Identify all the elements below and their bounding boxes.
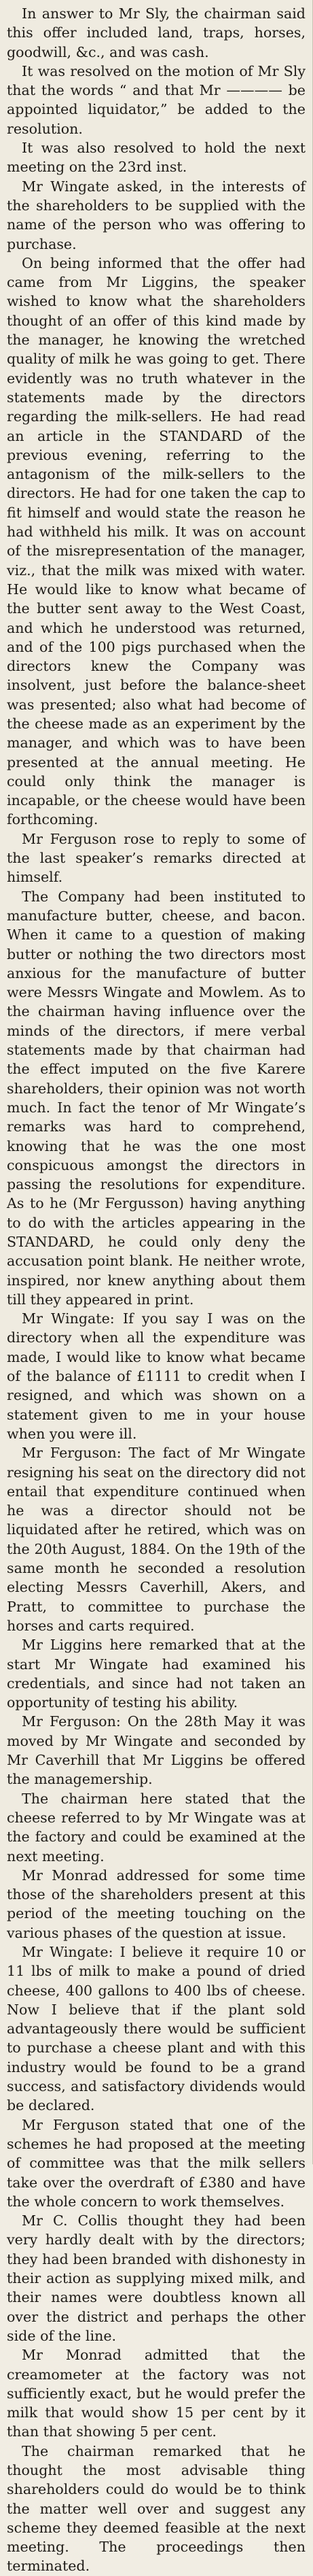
article-paragraph: Mr Wingate: If you say I was on the directory when all the expenditure was made, I would like to know what became of the balance of £1111 to credit when I resigned, and which was shown on a statement given to me in your house when you were ill.	[7, 1310, 306, 1442]
article-paragraph: In answer to Mr Sly, the chairman said this offer included land, traps, horses, goodwill, &c., and was cash.	[7, 5, 306, 60]
article-paragraph: It was resolved on the motion of Mr Sly that the words “ and that Mr ———— be appointed liquidator,” be added to the resolution.	[7, 62, 306, 137]
article-paragraph: Mr Monrad admitted that the creamometer at the factory was not sufficiently exact, but he would prefer the milk that would show 15 per cent by it than that showing 5 per cent.	[7, 2347, 306, 2440]
article-paragraph: Mr Wingate: I believe it require 10 or 11 lbs of milk to make a pound of dried cheese, 400 gallons to 400 lbs of cheese. Now I believe that if the plant sold advantageously there would be sufficient to purchase a cheese plant and with this industry would be found to be a grand success, and satisfactory dividends would be declared.	[7, 1943, 306, 2114]
article-paragraph: Mr Monrad addressed for some time those of the shareholders present at this period of the meeting touching on the various phases of the question at issue.	[7, 1867, 306, 1941]
article-paragraph: Mr C. Collis thought they had been very hardly dealt with by the directors; they had been branded with dishonesty in their action as supplying mixed milk, and their names were doubtless known all over the district and perhaps the other side of the line.	[7, 2212, 306, 2344]
article-paragraph: Mr Liggins here remarked that at the start Mr Wingate had examined his credentials, and since had not taken an opportunity of testing his ability.	[7, 1637, 306, 1711]
article-paragraph: Mr Wingate asked, in the interests of the shareholders to be supplied with the name of the person who was offering to purchase.	[7, 178, 306, 252]
article-paragraph: Mr Ferguson rose to reply to some of the last speaker’s remarks directed at himself.	[7, 830, 306, 886]
article-paragraph: Mr Ferguson: The fact of Mr Wingate resigning his seat on the directory did not entail that expenditure continued when he was a director should not be liquidated after he retired, which was on the 20th August, 1884. On the 19th of the same month he seconded a resolution electing Messrs Caverhill, Akers, and Pratt, to committee to purchase the horses and carts required.	[7, 1445, 306, 1634]
article-paragraph: Mr Ferguson stated that one of the schemes he had proposed at the meeting of committee was that the milk sellers take over the overdraft of £380 and have the whole concern to work themselves.	[7, 2116, 306, 2210]
article-paragraph: The Company had been instituted to manufacture butter, cheese, and bacon. When it came to a question of making butter or nothing the two directors most anxious for the manufacture of butter were Messrs Wingate and Mowlem. As to the chairman having influence over the minds of the directors, if mere verbal statements made by that chairman had the effect imputed on the five Karere shareholders, their opinion was not worth much. In fact the tenor of Mr Wingate’s remarks was hard to comprehend, knowing that he was the one most conspicuous amongst the directors in passing the resolutions for expenditure. As to he (Mr Fergusson) having anything to do with the articles appearing in the STANDARD, he could only deny the accusation point blank. He neither wrote, inspired, nor knew anything about them till they appeared in print.	[7, 888, 306, 1308]
article-paragraph: On being informed that the offer had came from Mr Liggins, the speaker wished to know what the shareholders thought of an offer of this kind made by the manager, he knowing the wretched quality of milk he was going to get. There evidently was no truth whatever in the statements made by the directors regarding the milk-sellers. He had read an article in the STANDARD of the previous evening, referring to the antagonism of the milk-sellers to the directors. He had for one taken the cap to fit himself and would state the reason he had withheld his milk. It was on account of the misrepresentation of the manager, viz., that the milk was mixed with water. He would like to know what became of the butter sent away to the West Coast, and which he understood was returned, and of the 100 pigs purchased when the directors knew the Company was insolvent, just before the balance-sheet was presented; also what had become of the cheese made as an experiment by the manager, and which was to have been presented at the annual meeting. He could only think the manager is incapable, or the cheese would have been forthcoming.	[7, 254, 306, 828]
article-paragraph: The chairman here stated that the cheese referred to by Mr Wingate was at the factory and could be examined at the next meeting.	[7, 1790, 306, 1865]
article-paragraph: It was also resolved to hold the next meeting on the 23rd inst.	[7, 140, 306, 176]
article-paragraph: Mr Ferguson: On the 28th May it was moved by Mr Wingate and seconded by Mr Caverhill that Mr Liggins be offered the managemership.	[7, 1713, 306, 1788]
article-paragraph: The chairman remarked that he thought the most advisable thing shareholders could do would be to think the matter well over and suggest any scheme they deemed feasible at the next meeting. The proceedings then terminated.	[7, 2442, 306, 2575]
